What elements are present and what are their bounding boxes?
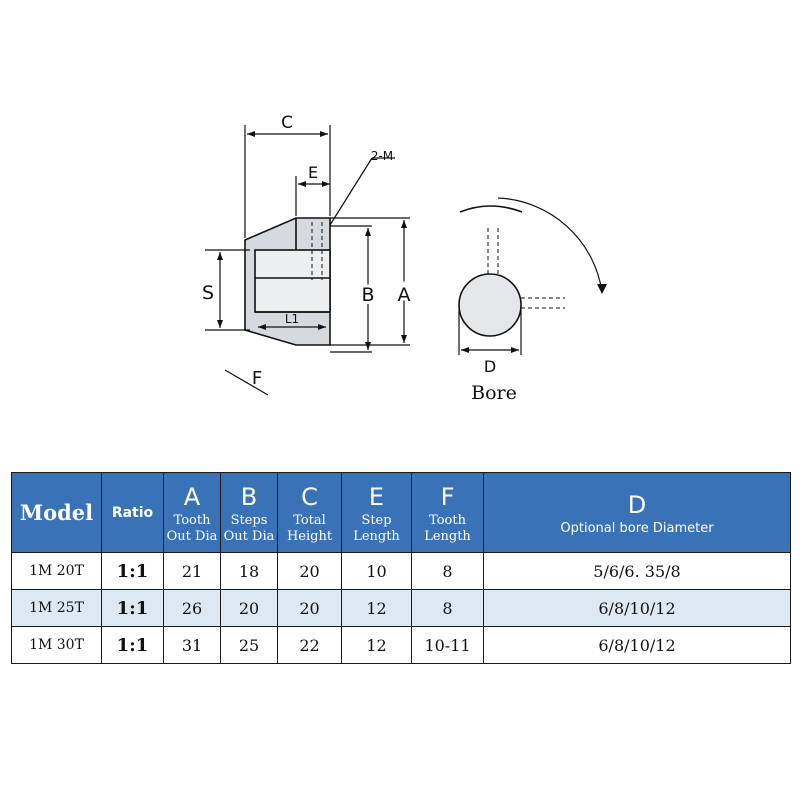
header-c-letter: C — [301, 482, 318, 511]
header-f-line1: Tooth — [429, 512, 466, 528]
header-a-line2: Out Dia — [166, 528, 218, 544]
header-c-line1: Total — [293, 512, 326, 528]
label-b: B — [361, 284, 375, 306]
cell-c: 22 — [278, 627, 342, 664]
header-a-line1: Tooth — [173, 512, 211, 528]
cell-b: 25 — [221, 627, 278, 664]
cell-a: 26 — [164, 590, 221, 627]
cell-b: 20 — [221, 590, 278, 627]
header-f — [412, 473, 484, 553]
header-e-line2: Length — [353, 528, 400, 544]
label-module: 2-M — [370, 149, 394, 163]
cell-ratio: 1:1 — [102, 553, 164, 590]
spec-table — [11, 472, 791, 664]
cell-c: 20 — [278, 553, 342, 590]
cell-e: 12 — [342, 627, 412, 664]
bore-end-view — [459, 198, 607, 355]
cell-f: 8 — [412, 590, 484, 627]
header-c-line2: Height — [286, 528, 333, 544]
label-l1: L1 — [284, 312, 300, 326]
header-d-line1: Optional bore Diameter — [560, 521, 714, 536]
header-d-letter: D — [627, 491, 647, 519]
header-b-letter: B — [240, 482, 258, 511]
cell-ratio: 1:1 — [102, 627, 164, 664]
header-model: Model — [12, 473, 102, 553]
label-f: F — [251, 368, 263, 389]
header-a — [164, 473, 221, 553]
cell-a: 31 — [164, 627, 221, 664]
cell-d: 6/8/10/12 — [484, 627, 791, 664]
cell-model: 1M 20T — [12, 553, 102, 590]
cell-e: 12 — [342, 590, 412, 627]
header-f-letter: F — [440, 482, 455, 511]
table-row — [12, 627, 791, 664]
cell-d: 5/6/6. 35/8 — [484, 553, 791, 590]
table-row — [12, 553, 791, 590]
header-b-line2: Out Dia — [223, 528, 275, 544]
label-a: A — [397, 284, 411, 306]
table-row — [12, 590, 791, 627]
label-d: D — [483, 357, 497, 376]
label-e: E — [307, 163, 319, 182]
cell-ratio: 1:1 — [102, 590, 164, 627]
header-e — [342, 473, 412, 553]
cell-f: 10-11 — [412, 627, 484, 664]
header-c — [278, 473, 342, 553]
header-b — [221, 473, 278, 553]
label-bore: Bore — [471, 382, 517, 404]
cell-b: 18 — [221, 553, 278, 590]
label-s: S — [201, 282, 215, 304]
header-e-letter: E — [368, 482, 385, 511]
header-row — [12, 473, 791, 553]
label-c: C — [281, 113, 293, 133]
cell-c: 20 — [278, 590, 342, 627]
header-b-line1: Steps — [230, 512, 268, 528]
header-e-line1: Step — [361, 512, 392, 528]
cell-e: 10 — [342, 553, 412, 590]
cell-a: 21 — [164, 553, 221, 590]
cell-d: 6/8/10/12 — [484, 590, 791, 627]
header-a-letter: A — [183, 482, 201, 511]
cell-model: 1M 30T — [12, 627, 102, 664]
cell-model: 1M 25T — [12, 590, 102, 627]
header-ratio: Ratio — [102, 473, 164, 553]
header-d — [484, 473, 791, 553]
cell-f: 8 — [412, 553, 484, 590]
header-f-line2: Length — [424, 528, 471, 544]
